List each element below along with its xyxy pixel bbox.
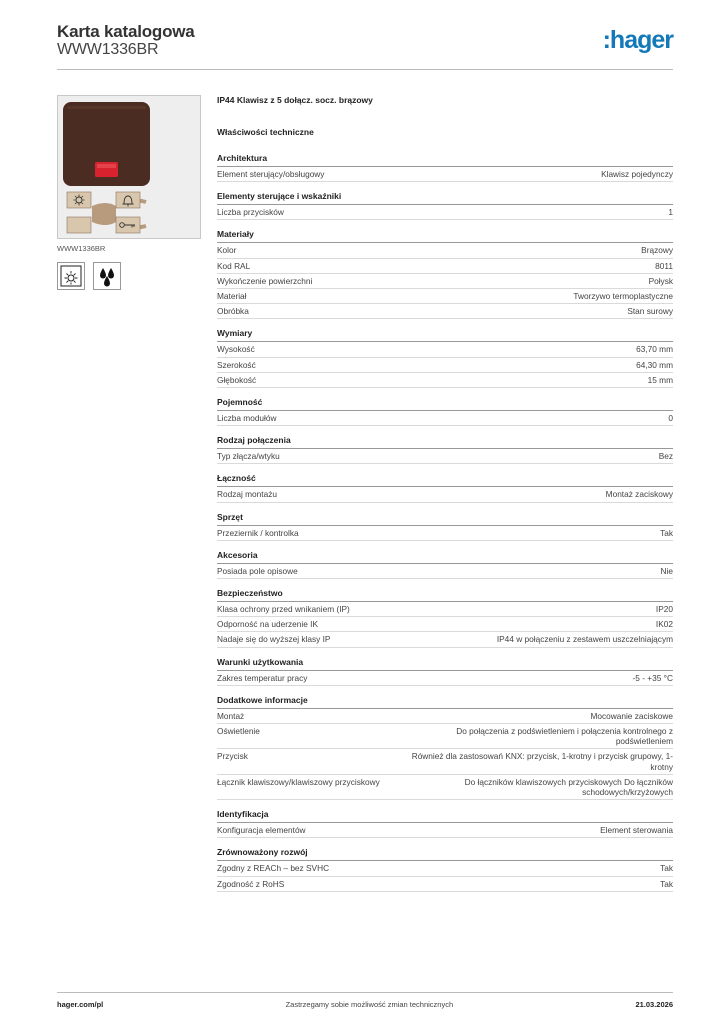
- property-value: Tak: [660, 863, 673, 874]
- property-key: Liczba modułów: [217, 413, 277, 424]
- property-row: [217, 449, 673, 464]
- property-key: Element sterujący/obsługowy: [217, 169, 325, 179]
- property-value: 8011: [655, 260, 673, 271]
- property-section: [217, 473, 673, 502]
- property-value: Do połączenia z podświetleniem i połączenia kontrolnego z podświetleniem: [456, 726, 673, 747]
- property-row: [217, 749, 673, 774]
- section-title: Zrównoważony rozwój: [217, 847, 673, 861]
- splash-water-drops-icon: [93, 262, 121, 290]
- product-image: [57, 95, 201, 239]
- property-section: [217, 695, 673, 800]
- hager-logo: :hager: [602, 26, 673, 54]
- property-value: Brązowy: [641, 245, 673, 256]
- section-title: Rodzaj połączenia: [217, 435, 673, 449]
- document-title: Karta katalogowa: [57, 22, 195, 41]
- property-value: IP44 w połączeniu z zestawem uszczelniającym: [496, 634, 673, 645]
- property-key: Odporność na uderzenie IK: [217, 619, 319, 630]
- website-link[interactable]: hager.com/pl: [57, 1000, 104, 1009]
- property-value: Klawisz pojedynczy: [601, 169, 673, 179]
- page-footer: [57, 992, 673, 1009]
- property-value: 0: [668, 413, 673, 424]
- section-title: Identyfikacja: [217, 809, 673, 823]
- property-value: Tworzywo termoplastyczne: [573, 291, 673, 302]
- product-code: WWW1336BR: [57, 41, 159, 58]
- property-section: [217, 588, 673, 648]
- property-key: Zgodny z REACh – bez SVHC: [217, 863, 330, 874]
- property-value: 1: [668, 207, 673, 218]
- page-header: [57, 20, 673, 70]
- property-key: Nadaje się do wyższej klasy IP: [217, 634, 331, 645]
- property-value: Bez: [658, 451, 673, 462]
- property-row: [217, 671, 673, 686]
- property-row: [217, 877, 673, 892]
- property-section: [217, 397, 673, 426]
- property-key: Przeziernik / kontrolka: [217, 527, 299, 538]
- property-section: [217, 229, 673, 319]
- section-title: Materiały: [217, 229, 673, 243]
- property-key: Zgodność z RoHS: [217, 878, 285, 889]
- property-value: Tak: [660, 878, 673, 889]
- property-row: [217, 358, 673, 373]
- section-title: Sprzęt: [217, 512, 673, 526]
- property-key: Wykończenie powierzchni: [217, 275, 313, 286]
- section-title: Warunki użytkowania: [217, 657, 673, 671]
- section-title: Wymiary: [217, 328, 673, 342]
- property-value: 63,70 mm: [636, 344, 673, 355]
- property-row: [217, 775, 673, 800]
- property-section: [217, 191, 673, 220]
- property-row: [217, 617, 673, 632]
- property-section: [217, 328, 673, 388]
- properties-heading: Właściwości techniczne: [217, 127, 314, 137]
- property-row: [217, 205, 673, 220]
- property-section: [217, 809, 673, 838]
- illuminated-lamp-icon: [57, 262, 85, 290]
- symbol-icons: [57, 262, 201, 290]
- property-value: 15 mm: [647, 374, 673, 385]
- property-row: [217, 632, 673, 647]
- property-row: [217, 724, 673, 749]
- property-key: Szerokość: [217, 359, 256, 370]
- property-row: [217, 259, 673, 274]
- property-key: Kod RAL: [217, 260, 251, 271]
- property-row: [217, 411, 673, 426]
- property-value: IP20: [655, 604, 673, 615]
- property-row: [217, 526, 673, 541]
- section-title: Łączność: [217, 473, 673, 487]
- property-key: Materiał: [217, 291, 247, 302]
- property-key: Głębokość: [217, 374, 257, 385]
- section-title: Elementy sterujące i wskaźniki: [217, 191, 673, 205]
- property-section: [217, 512, 673, 541]
- property-value: Stan surowy: [627, 306, 673, 317]
- property-value: Również dla zastosowań KNX: przycisk, 1-krotny i przycisk grupowy, 1-krotny: [411, 751, 673, 772]
- property-row: [217, 602, 673, 617]
- product-title: IP44 Klawisz z 5 dołącz. socz. brązowy: [217, 95, 373, 105]
- property-value: Do łączników klawiszowych przyciskowych Do łączników schodowych/krzyżowych: [464, 776, 673, 798]
- property-key: Montaż: [217, 710, 245, 721]
- property-value: Nie: [660, 565, 673, 576]
- property-section: [217, 435, 673, 464]
- property-key: Kolor: [217, 245, 237, 256]
- property-row: [217, 304, 673, 319]
- property-key: Przycisk: [217, 751, 248, 762]
- property-row: [217, 709, 673, 724]
- section-title: Architektura: [217, 153, 673, 167]
- property-row: [217, 823, 673, 838]
- technical-data: [217, 95, 673, 901]
- property-row: [217, 243, 673, 258]
- property-value: Montaż zaciskowy: [605, 489, 673, 500]
- property-row: [217, 274, 673, 289]
- section-title: Dodatkowe informacje: [217, 695, 673, 709]
- property-row: [217, 861, 673, 876]
- product-media: [57, 95, 201, 290]
- document-date: 21.03.2026: [635, 1000, 673, 1009]
- property-key: Rodzaj montażu: [217, 489, 277, 500]
- property-value: IK02: [655, 619, 673, 630]
- property-row: [217, 373, 673, 388]
- property-value: -5 - +35 °C: [632, 672, 673, 683]
- property-section: [217, 550, 673, 579]
- property-value: Element sterowania: [600, 825, 673, 836]
- property-row: [217, 342, 673, 357]
- section-title: Pojemność: [217, 397, 673, 411]
- property-value: Tak: [660, 527, 673, 538]
- property-key: Obróbka: [217, 306, 249, 317]
- property-key: Liczba przycisków: [217, 207, 284, 218]
- property-section: [217, 657, 673, 686]
- product-image-caption: WWW1336BR: [57, 244, 106, 253]
- section-title: Akcesoria: [217, 550, 673, 564]
- property-key: Oświetlenie: [217, 726, 260, 737]
- property-row: [217, 289, 673, 304]
- property-key: Wysokość: [217, 344, 255, 355]
- property-key: Klasa ochrony przed wnikaniem (IP): [217, 604, 350, 615]
- property-row: [217, 167, 673, 182]
- property-key: Posiada pole opisowe: [217, 565, 298, 576]
- property-key: Zakres temperatur pracy: [217, 672, 308, 683]
- product-photo-illustration: [58, 96, 201, 239]
- property-row: [217, 564, 673, 579]
- property-key: Konfiguracja elementów: [217, 825, 306, 836]
- property-section: [217, 153, 673, 182]
- section-title: Bezpieczeństwo: [217, 588, 673, 602]
- property-value: Połysk: [648, 275, 673, 286]
- property-sections: [217, 153, 673, 892]
- property-row: [217, 487, 673, 502]
- property-value: Mocowanie zaciskowe: [590, 710, 673, 721]
- property-value: 64,30 mm: [636, 359, 673, 370]
- property-section: [217, 847, 673, 891]
- footer-note: Zastrzegamy sobie możliwość zmian technicznych: [285, 1000, 454, 1009]
- property-key: Łącznik klawiszowy/klawiszowy przyciskowy: [217, 776, 380, 787]
- property-key: Typ złącza/wtyku: [217, 451, 280, 462]
